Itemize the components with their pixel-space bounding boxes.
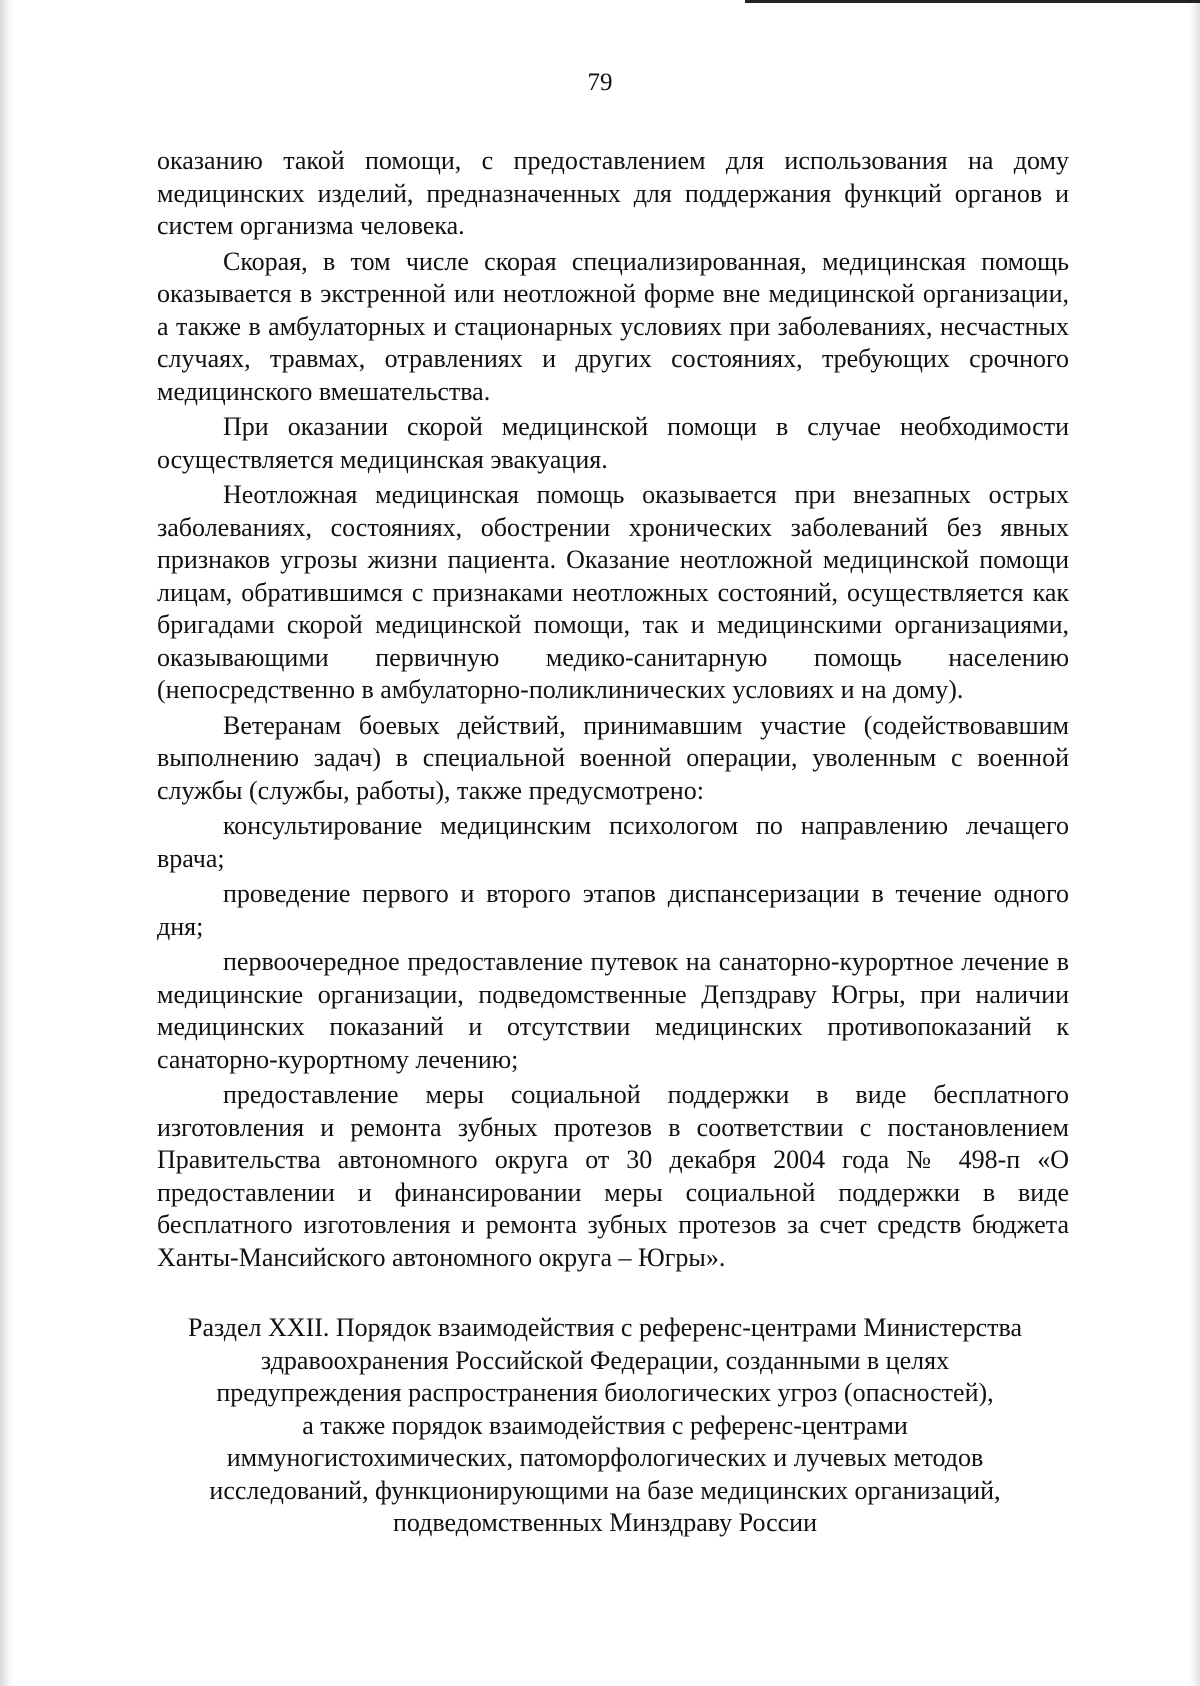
list-item: проведение первого и второго этапов диспансеризации в течение одного дня; bbox=[157, 879, 1069, 941]
section-heading-line: а также порядок взаимодействия с референс-центрами bbox=[302, 1410, 908, 1440]
section-heading-line: Раздел XXII. Порядок взаимодействия с референс-центрами Министерства bbox=[187, 1313, 1023, 1342]
section-heading-line: подведомственных Минздраву России bbox=[392, 1508, 818, 1537]
scan-edge-right bbox=[1188, 0, 1200, 1686]
section-heading-line: иммуногистохимических, патоморфологических и лучевых методов bbox=[226, 1443, 984, 1472]
page-number: 79 bbox=[587, 69, 613, 96]
section-heading-line: предупреждения распространения биологических угроз (опасностей), bbox=[216, 1378, 994, 1407]
paragraph: Скорая, в том числе скорая специализированная, медицинская помощь оказывается в экстренной или неотложной форме вне медицинской организации, а также в амбулаторных и стационарных условиях при заболеваниях, несчастных случаях, травмах, отравлениях и других состояниях, требующих срочного медицинского вмешательства. bbox=[157, 246, 1069, 406]
section-heading bbox=[140, 1312, 1070, 1540]
top-rule bbox=[745, 0, 1200, 3]
scan-edge-left bbox=[0, 0, 14, 1686]
paragraph: Неотложная медицинская помощь оказывается при внезапных острых заболеваниях, состояниях, обострении хронических заболеваний без явных признаков угрозы жизни пациента. Оказание неотложной медицинской помощи лицам, обратившимся с признаками неотложных состояний, осуществляется как бригадами скорой медицинской помощи, так и медицинскими организациями, оказывающими первичную медико-санитарную помощь населению (непосредственно в амбулаторно-поликлинических условиях и на дому). bbox=[157, 480, 1069, 704]
list-item: первоочередное предоставление путевок на санаторно-курортное лечение в медицинские организации, подведомственные Депздраву Югры, при наличии медицинских показаний и отсутствии медицинских противопоказаний к санаторно-курортному лечению; bbox=[157, 947, 1069, 1074]
body-text bbox=[157, 145, 1069, 1277]
paragraph: Ветеранам боевых действий, принимавшим участие (содействовавшим выполнению задач) в специальной военной операции, уволенным с военной службы (службы, работы), также предусмотрено: bbox=[157, 710, 1069, 805]
list-item: консультирование медицинским психологом по направлению лечащего врача; bbox=[157, 811, 1069, 873]
paragraph: При оказании скорой медицинской помощи в случае необходимости осуществляется медицинская эвакуация. bbox=[157, 412, 1069, 474]
section-heading-line: исследований, функционирующими на базе медицинских организаций, bbox=[209, 1475, 1001, 1505]
list-item: предоставление меры социальной поддержки в виде бесплатного изготовления и ремонта зубных протезов в соответствии с постановлением Правительства автономного округа от 30 декабря 2004 года № 498-п «О предоставлении и финансировании меры социальной поддержки в виде бесплатного изготовления и ремонта зубных протезов за счет средств бюджета Ханты-Мансийского автономного округа – Югры». bbox=[157, 1080, 1069, 1272]
paragraph: оказанию такой помощи, с предоставлением для использования на дому медицинских изделий, предназначенных для поддержания функций органов и систем организма человека. bbox=[157, 146, 1069, 240]
section-heading-line: здравоохранения Российской Федерации, созданными в целях bbox=[260, 1345, 950, 1375]
